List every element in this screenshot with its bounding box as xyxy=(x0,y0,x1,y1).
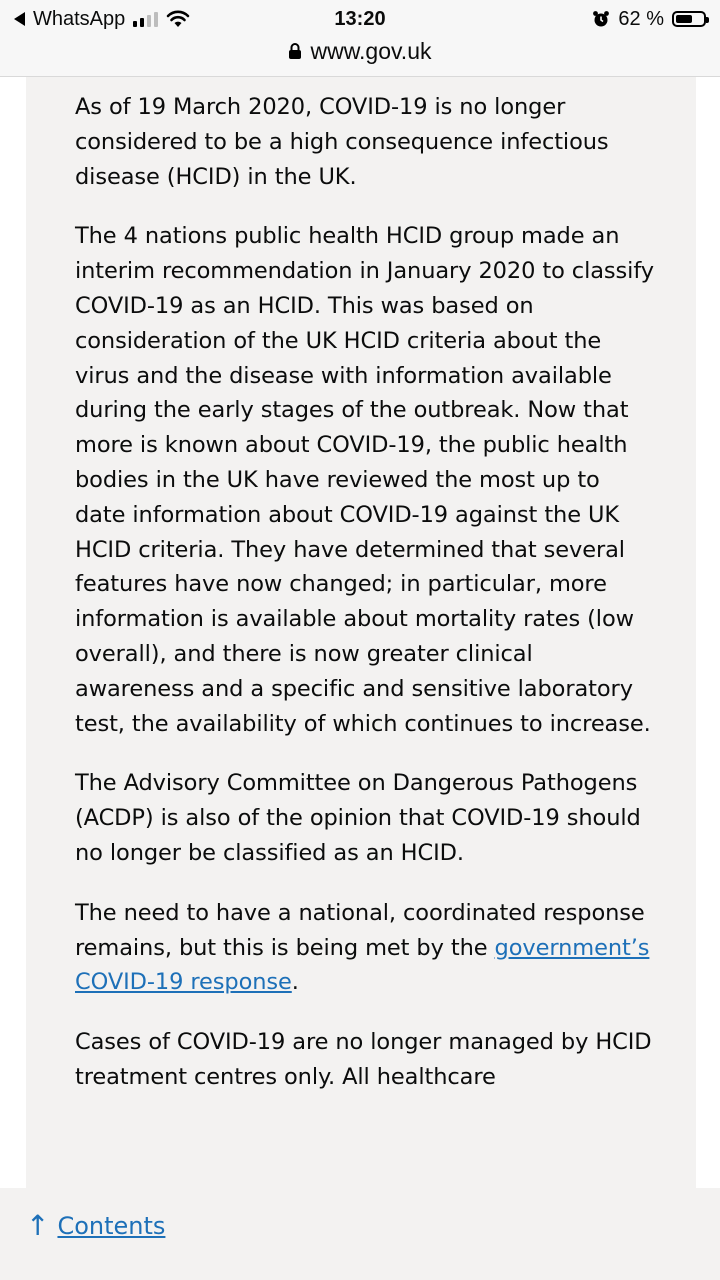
paragraph-treatment-centres: Cases of COVID-19 are no longer managed by HCID treatment centres only. All healthcare xyxy=(75,1029,652,1090)
page-content xyxy=(0,76,720,1188)
clock: 13:20 xyxy=(334,8,386,30)
article-body xyxy=(26,76,696,1095)
status-bar xyxy=(0,0,720,77)
national-response-text: The need to have a national, coordinated response remains, but this is being met by the xyxy=(75,899,645,961)
contents-link[interactable] xyxy=(26,1209,166,1242)
battery-icon xyxy=(672,11,706,27)
address-bar[interactable] xyxy=(0,36,720,66)
contents-bar xyxy=(0,1188,720,1280)
arrow-up-icon: ↑ xyxy=(26,1209,50,1242)
battery-fill xyxy=(676,15,692,23)
url-text: www.gov.uk xyxy=(310,37,432,64)
article-panel xyxy=(26,76,696,1188)
contents-label: Contents xyxy=(57,1212,166,1240)
back-app-label: WhatsApp xyxy=(33,7,126,30)
government-covid-response-link[interactable]: government’s COVID-19 response xyxy=(75,934,650,996)
paragraph-hcid-status: As of 19 March 2020, COVID-19 is no longer considered to be a high consequence infectious disease (HCID) in the UK. xyxy=(75,94,609,190)
lock-icon xyxy=(288,42,302,60)
paragraph-national-response xyxy=(75,896,656,1000)
alarm-icon xyxy=(592,10,610,28)
paragraph-acdp-opinion: The Advisory Committee on Dangerous Pathogens (ACDP) is also of the opinion that COVID-19 should no longer be classified as an HCID. xyxy=(75,770,641,866)
status-right xyxy=(592,6,706,32)
battery-percentage: 62 % xyxy=(618,7,664,30)
paragraph-interim-recommendation: The 4 nations public health HCID group made an interim recommendation in January 2020 to classify COVID-19 as an HCID. This was based on consideration of the UK HCID criteria about the virus and the disease with information available during the early stages of the outbreak. Now that more is known about COVID-19, the public health bodies in the UK have reviewed the most up to date information about COVID-19 against the UK HCID criteria. They have determined that several features have now changed; in particular, more information is available about mortality rates (low overall), and there is now greater clinical awareness and a specific and sensitive laboratory test, the availability of which continues to increase. xyxy=(75,223,654,737)
period: . xyxy=(291,969,299,996)
